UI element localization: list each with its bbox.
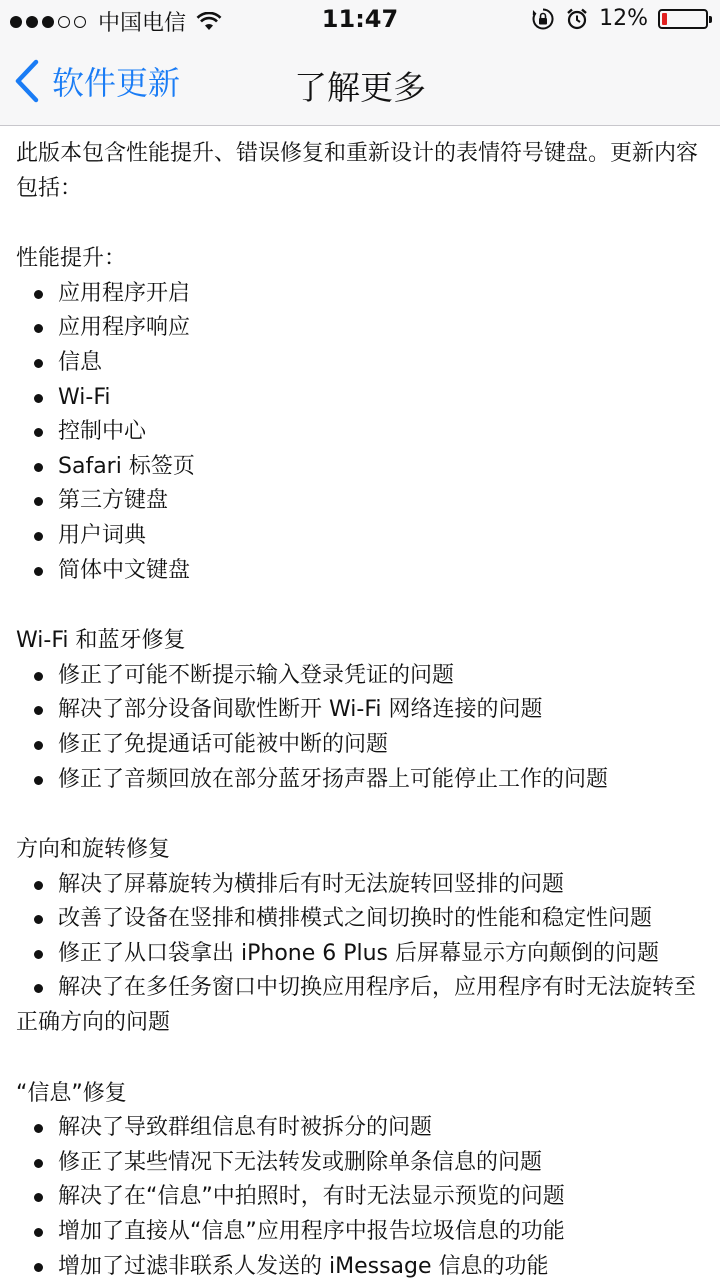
alarm-icon <box>565 7 589 31</box>
list-item: 应用程序响应 <box>16 311 706 346</box>
battery-level <box>662 13 667 25</box>
intro-text: 此版本包含性能提升、错误修复和重新设计的表情符号键盘。更新内容包括： <box>16 141 699 201</box>
bullet-list <box>16 277 706 588</box>
list-item: 简体中文键盘 <box>16 554 706 589</box>
list-item: 解决了部分设备间歇性断开 Wi-Fi 网络连接的问题 <box>16 693 706 728</box>
page-title: 了解更多 <box>294 68 426 107</box>
list-item: 修正了某些情况下无法转发或删除单条信息的问题 <box>16 1146 706 1181</box>
list-item: 改善了设备在竖排和横排模式之间切换时的性能和稳定性问题 <box>16 902 706 937</box>
release-notes <box>16 137 706 1284</box>
bullet-list <box>16 868 706 1041</box>
list-item: 修正了音频回放在部分蓝牙扬声器上可能停止工作的问题 <box>16 763 706 798</box>
bullet-list <box>16 659 706 797</box>
spacer <box>16 797 706 833</box>
section-title: 方向和旋转修复 <box>16 837 171 863</box>
section-title: “信息”修复 <box>16 1080 127 1106</box>
list-item: Wi-Fi <box>16 381 706 416</box>
bullet-list <box>16 1111 706 1284</box>
navigation-bar <box>0 40 720 126</box>
section-title: Wi-Fi 和蓝牙修复 <box>16 628 186 654</box>
status-time: 11:47 <box>321 5 399 33</box>
list-item: 用户词典 <box>16 519 706 554</box>
list-item: 第三方键盘 <box>16 484 706 519</box>
section-messages <box>16 1077 706 1284</box>
list-item: Safari 标签页 <box>16 450 706 485</box>
list-item: 解决了导致群组信息有时被拆分的问题 <box>16 1111 706 1146</box>
list-item: 解决了在“信息”中拍照时，有时无法显示预览的问题 <box>16 1180 706 1215</box>
section-wifi-bluetooth <box>16 624 706 797</box>
status-bar <box>0 0 720 40</box>
battery-icon <box>658 9 708 29</box>
spacer <box>16 1041 706 1077</box>
carrier-name: 中国电信 <box>98 11 187 36</box>
rotation-lock-icon <box>531 7 555 31</box>
list-item: 应用程序开启 <box>16 277 706 312</box>
list-item: 增加了直接从“信息”应用程序中报告垃圾信息的功能 <box>16 1215 706 1250</box>
spacer <box>16 588 706 624</box>
back-button-label: 软件更新 <box>52 64 181 102</box>
spacer <box>16 206 706 242</box>
list-item: 修正了从口袋拿出 iPhone 6 Plus 后屏幕显示方向颠倒的问题 <box>16 937 706 972</box>
battery-percent: 12% <box>599 6 648 31</box>
list-item: 增加了过滤非联系人发送的 iMessage 信息的功能 <box>16 1250 706 1284</box>
status-right <box>531 6 708 31</box>
list-item: 修正了免提通话可能被中断的问题 <box>16 728 706 763</box>
list-item: 解决了屏幕旋转为横排后有时无法旋转回竖排的问题 <box>16 868 706 903</box>
list-item: 解决了在多任务窗口中切换应用程序后，应用程序有时无法旋转至正确方向的问题 <box>16 971 706 1040</box>
section-performance <box>16 242 706 588</box>
list-item: 信息 <box>16 346 706 381</box>
list-item: 控制中心 <box>16 415 706 450</box>
list-item: 修正了可能不断提示输入登录凭证的问题 <box>16 659 706 694</box>
section-title: 性能提升： <box>16 246 127 272</box>
section-orientation <box>16 833 706 1041</box>
